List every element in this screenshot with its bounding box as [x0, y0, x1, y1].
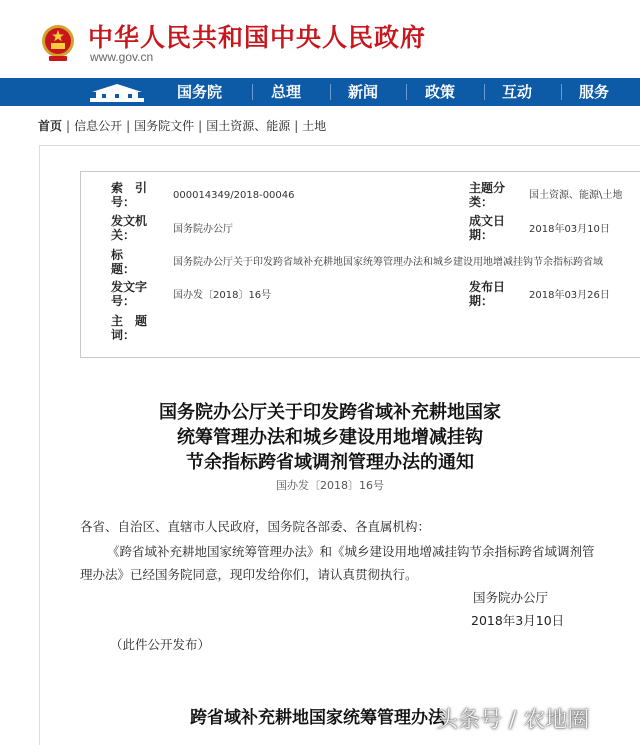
main-nav — [0, 78, 640, 106]
issuing-authority-value: 国务院办公厅 — [173, 224, 233, 235]
document-metadata-table — [80, 171, 640, 358]
nav-divider — [252, 84, 253, 100]
document-number: 国办发〔2018〕16号 — [276, 479, 384, 492]
nav-divider — [484, 84, 485, 100]
nav-item-services[interactable]: 服务 — [579, 83, 610, 101]
site-title[interactable]: 中华人民共和国中央人民政府 — [88, 23, 427, 52]
nav-item-state-council[interactable]: 国务院 — [177, 83, 223, 101]
breadcrumb-land[interactable]: 土地 — [302, 119, 327, 133]
breadcrumb-state-council-documents[interactable]: 国务院文件 — [134, 119, 195, 133]
document-title-label: 标 题： — [111, 248, 136, 276]
topic-category-value: 国土资源、能源\土地 — [529, 190, 623, 201]
publish-date-label: 发布日 期： — [469, 280, 506, 308]
document-title-line: 统筹管理办法和城乡建设用地增减挂钩 — [177, 427, 483, 448]
breadcrumb-home[interactable]: 首页 — [38, 119, 63, 133]
site-url[interactable]: www.gov.cn — [90, 50, 154, 64]
watermark: 头条号 / 农地圈 — [436, 708, 590, 733]
date-written-label: 成文日 期： — [469, 214, 506, 242]
issuing-authority-label: 发文机 关： — [111, 214, 148, 242]
signature-issuer: 国务院办公厅 — [473, 590, 549, 605]
document-number-label: 发文字 号： — [111, 280, 148, 308]
tiananmen-home-icon[interactable] — [86, 80, 148, 104]
topic-category-label: 主题分 类： — [469, 181, 506, 209]
salutation: 各省、自治区、直辖市人民政府，国务院各部委、各直属机构： — [80, 519, 431, 534]
signature-date: 2018年3月10日 — [471, 613, 565, 628]
body-paragraph-line: 《跨省域补充耕地国家统筹管理办法》和《城乡建设用地增减挂钩节余指标跨省域调剂管 — [107, 544, 595, 559]
document-number-value: 国办发〔2018〕16号 — [173, 290, 272, 301]
nav-item-news[interactable]: 新闻 — [348, 83, 379, 101]
document-title-line: 节余指标跨省域调剂管理办法的通知 — [186, 452, 474, 473]
date-written-value: 2018年03月10日 — [529, 224, 610, 235]
nav-item-policy[interactable]: 政策 — [425, 83, 456, 101]
breadcrumb-land-resources-energy[interactable]: 国土资源、能源 — [206, 119, 291, 133]
body-paragraph-line: 理办法》已经国务院同意，现印发给你们，请认真贯彻执行。 — [80, 567, 418, 582]
nav-divider — [330, 84, 331, 100]
nav-item-premier[interactable]: 总理 — [271, 83, 302, 101]
nav-item-interaction[interactable]: 互动 — [502, 83, 533, 101]
keywords-label: 主 题 词： — [111, 314, 148, 342]
document-title-line: 国务院办公厅关于印发跨省域补充耕地国家 — [159, 402, 501, 423]
document-title — [120, 400, 540, 475]
attachment-title: 跨省域补充耕地国家统筹管理办法 — [190, 708, 445, 728]
publish-note: （此件公开发布） — [110, 637, 211, 652]
site-header — [0, 0, 640, 78]
index-number-value: 000014349/2018-00046 — [173, 190, 295, 201]
breadcrumb-info-disclosure[interactable]: 信息公开 — [74, 119, 123, 133]
nav-divider — [561, 84, 562, 100]
document-title-value: 国务院办公厅关于印发跨省域补充耕地国家统筹管理办法和城乡建设用地增减挂钩节余指标跨省域 — [173, 257, 603, 268]
publish-date-value: 2018年03月26日 — [529, 290, 610, 301]
index-number-label: 索 引 号： — [111, 181, 148, 209]
breadcrumb: 首页 | 信息公开 | 国务院文件 | 国土资源、能源 | 土地 — [38, 119, 327, 133]
national-emblem-icon[interactable] — [40, 22, 76, 62]
nav-divider — [406, 84, 407, 100]
